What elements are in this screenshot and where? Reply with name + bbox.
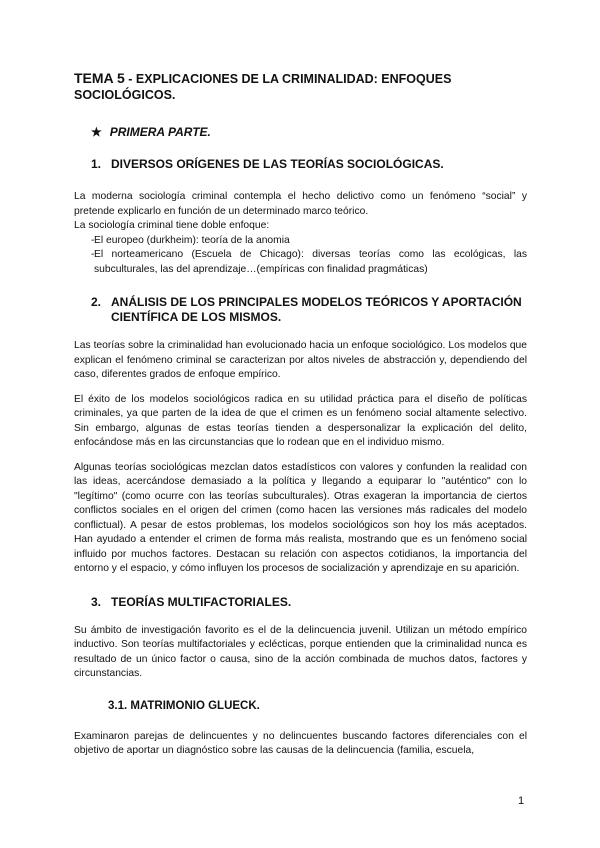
section-3-number: 3.: [91, 594, 102, 609]
list-item-text: El europeo (durkheim): teoría de la anomia: [94, 234, 290, 246]
section-2-paragraph-3: Algunas teorías sociológicas mezclan datos estadísticos con valores y confunden la realidad con las ideas, acercándose demasiado a la política y llegando a equiparar lo "auténtico" con lo "legítimo" (como ocurre con las teorías subculturales). Otras exageran la importancia de ciertos conflictos sociales en el origen del crimen (como hacen las versiones más radicales del modelo conflictual). A pesar de estos problemas, los modelos sociológicos son hoy los más aceptados. Han ayudado a entender el crimen de forma más realista, mostrando que es un fenómeno social influido por muchos factores. Destacan su relación con aspectos cotidianos, la importancia del entorno y el espacio, y cómo influyen los procesos de socialización y aprendizaje en su aparición.: [74, 461, 527, 574]
list-item: [74, 234, 527, 249]
title-rest: - EXPLICACIONES DE LA CRIMINALIDAD: ENFOQUES SOCIOLÓGICOS.: [74, 72, 452, 102]
section-2-paragraph-1: Las teorías sobre la criminalidad han evolucionado hacia un enfoque sociológico. Los modelos que explican el fenómeno criminal se caracterizan por altos niveles de abstracción y, dependiendo del caso, diferentes grados de enfoque empírico.: [74, 340, 527, 380]
list-item-text: El norteamericano (Escuela de Chicago): diversas teorías como las ecológicas, las subculturales, las del aprendizaje…(empíricas con finalidad pragmáticas): [94, 249, 527, 275]
section-1-paragraph: La moderna sociología criminal contempla el hecho delictivo como un fenómeno “social” y pretende explicarlo en función de un determinado marco teórico.: [74, 191, 527, 217]
section-1-heading: [91, 157, 527, 172]
document-page: [74, 70, 527, 759]
section-2-number: 2.: [91, 295, 102, 309]
section-3-1-paragraph: Examinaron parejas de delincuentes y no delincuentes buscando factores diferenciales con el objetivo de aportar un diagnóstico sobre las causas de la delincuencia (familia, escuela,: [74, 730, 527, 756]
section-3-heading: [91, 595, 527, 610]
title-tema: TEMA 5: [74, 70, 125, 86]
section-1-title: DIVERSOS ORÍGENES DE LAS TEORÍAS SOCIOLÓGICAS.: [111, 157, 444, 171]
section-3-paragraph: Su ámbito de investigación favorito es el de la delincuencia juvenil. Utilizan un método empírico inductivo. Son teorías multifactoriales y eclécticas, porque entienden que la criminalidad nunca es resultado de un único factor o causa, sino de la acción combinada de muchos datos, factores y circunstancias.: [74, 624, 527, 679]
section-2-title: ANÁLISIS DE LOS PRINCIPALES MODELOS TEÓRICOS Y APORTACIÓN CIENTÍFICA DE LOS MISMOS.: [111, 295, 522, 324]
part-heading: [91, 125, 527, 139]
section-1-intro: La sociología criminal tiene doble enfoque:: [74, 220, 270, 231]
section-2-heading: [91, 295, 527, 325]
star-icon: ★: [91, 125, 102, 139]
section-2-paragraph-2: El éxito de los modelos sociológicos radica en su utilidad práctica para el diseño de políticas criminales, ya que parten de la idea de que el crimen es un fenómeno social altamente selectivo. Sin embargo, algunas de estas teorías tienden a despersonalizar la explicación del delito, enfocándose más en las circunstancias que lo rodean que en el individuo mismo.: [74, 393, 527, 448]
section-3-title: TEORÍAS MULTIFACTORIALES.: [111, 594, 292, 609]
section-3-1-heading: 3.1. MATRIMONIO GLUECK.: [108, 699, 260, 712]
part-title: PRIMERA PARTE.: [109, 125, 211, 139]
page-number: 1: [518, 795, 525, 807]
section-1-number: 1.: [91, 157, 102, 171]
list-item: [74, 248, 527, 277]
section-1-list: [74, 234, 527, 278]
document-title: [74, 70, 527, 103]
